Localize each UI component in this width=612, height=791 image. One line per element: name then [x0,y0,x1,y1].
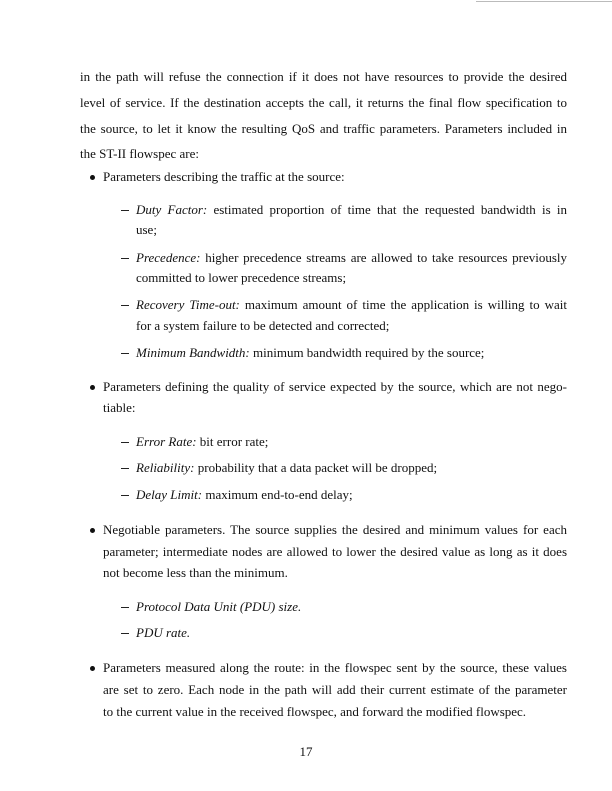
sub-item-line [136,250,567,266]
sub-item-label: Delay Limit: [136,487,203,502]
sub-item-text: bit error rate; [199,434,269,449]
intro-line: the ST-II flowspec are: [80,146,200,161]
bullet-text: to the current value in the received flowspec, and forward the modified flowspec. [103,704,527,719]
sub-item-text: estimated proportion of time that the requested bandwidth is in [213,202,568,217]
sub-item-label: PDU rate. [136,625,191,640]
page-number: 17 [299,744,313,759]
sub-item-label: Protocol Data Unit (PDU) size. [136,599,302,614]
bullet-text: are set to zero. Each node in the path will add their current estimate of the parameter [103,682,567,697]
bullet-text: Parameters measured along the route: in the flowspec sent by the source, these values [103,660,567,675]
bullet-text: Negotiable parameters. The source supplies the desired and minimum values for each [103,522,567,537]
dash-icon [121,353,129,354]
intro-line: the source, to let it know the resulting QoS and traffic parameters. Parameters included in [80,121,567,136]
bullet-icon [90,666,95,671]
bullet-icon [90,385,95,390]
sub-item-line [136,345,567,361]
sub-item-line: for a system failure to be detected and corrected; [136,318,390,333]
dash-icon [121,210,129,211]
sub-item-line [136,434,567,450]
dash-icon [121,258,129,259]
sub-item-line: use; [136,222,157,237]
sub-item-line [136,599,567,615]
sub-item-label: Precedence: [136,250,201,265]
sub-item-text: probability that a data packet will be dropped; [197,460,438,475]
dash-icon [121,633,129,634]
intro-line: level of service. If the destination accepts the call, it returns the final flow specification to [80,95,567,110]
sub-item-line [136,625,567,641]
bullet-icon [90,175,95,180]
sub-item-line: committed to lower precedence streams; [136,270,347,285]
bullet-text: Parameters describing the traffic at the source: [103,169,345,184]
sub-item-text: maximum end-to-end delay; [205,487,353,502]
bullet-text: parameter; intermediate nodes are allowed to lower the desired value as long as it does [103,544,567,559]
sub-item-label: Duty Factor: [136,202,208,217]
dash-icon [121,468,129,469]
bullet-text: Parameters defining the quality of service expected by the source, which are not nego- [103,379,567,394]
sub-item-line [136,460,567,476]
dash-icon [121,495,129,496]
sub-item-line [136,297,567,313]
sub-item-line [136,487,567,503]
sub-item-text: minimum bandwidth required by the source; [253,345,485,360]
sub-item-label: Error Rate: [136,434,197,449]
scan-artifact-line [476,1,612,2]
bullet-text: not become less than the minimum. [103,565,288,580]
bullet-icon [90,528,95,533]
sub-item-label: Minimum Bandwidth: [136,345,250,360]
sub-item-text: maximum amount of time the application is willing to wait [244,297,567,312]
bullet-text: tiable: [103,400,136,415]
intro-line: in the path will refuse the connection if it does not have resources to provide the desired [80,69,567,84]
sub-item-label: Recovery Time-out: [136,297,240,312]
sub-item-line [136,202,567,218]
dash-icon [121,305,129,306]
sub-item-label: Reliability: [136,460,195,475]
dash-icon [121,442,129,443]
sub-item-text: higher precedence streams are allowed to take resources previously [205,250,568,265]
dash-icon [121,607,129,608]
